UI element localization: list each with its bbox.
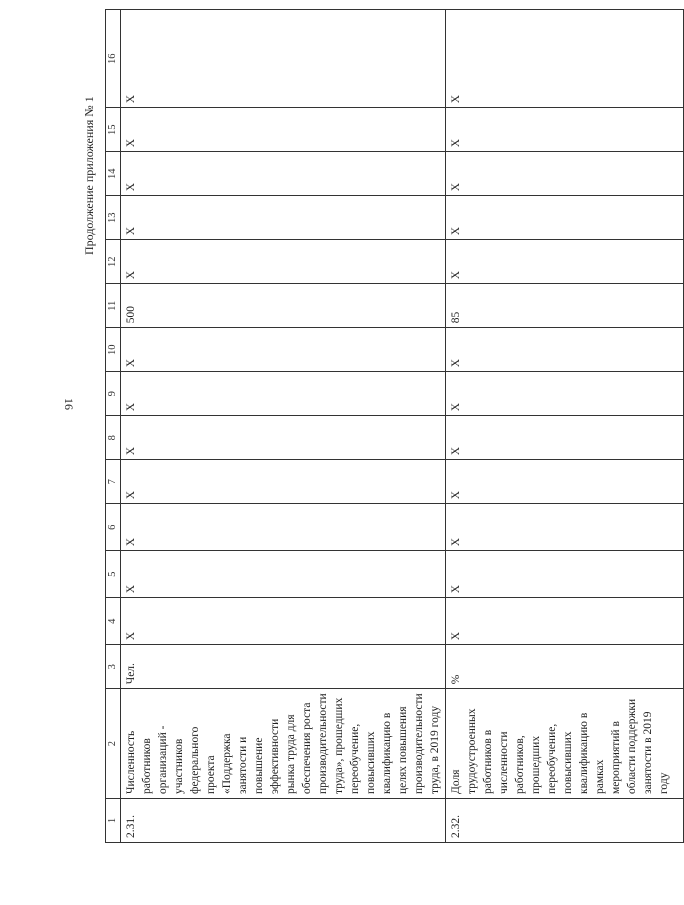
column-header: 16 (106, 10, 121, 108)
value-cell: X (121, 152, 446, 196)
column-header: 2 (106, 689, 121, 799)
unit-cell: Чел. (121, 645, 446, 689)
table-row (121, 10, 446, 843)
column-header: 3 (106, 645, 121, 689)
column-header: 15 (106, 108, 121, 152)
value-cell: X (446, 372, 684, 416)
value-cell: X (121, 10, 446, 108)
value-cell: X (121, 598, 446, 645)
column-header: 4 (106, 598, 121, 645)
page-number: 16 (62, 398, 76, 410)
row-number: 2.32. (446, 799, 684, 843)
value-cell: X (446, 460, 684, 504)
column-header: 12 (106, 240, 121, 284)
value-cell: 85 (446, 284, 684, 328)
header-row (106, 10, 121, 843)
column-header: 6 (106, 504, 121, 551)
column-header: 7 (106, 460, 121, 504)
value-cell: X (121, 504, 446, 551)
value-cell: X (121, 196, 446, 240)
column-header: 11 (106, 284, 121, 328)
value-cell: X (121, 240, 446, 284)
unit-cell: % (446, 645, 684, 689)
value-cell: X (121, 108, 446, 152)
column-header: 5 (106, 551, 121, 598)
column-header: 8 (106, 416, 121, 460)
column-header: 10 (106, 328, 121, 372)
indicator-table (105, 9, 684, 843)
value-cell: X (446, 551, 684, 598)
value-cell: X (446, 152, 684, 196)
column-header: 1 (106, 799, 121, 843)
column-header: 13 (106, 196, 121, 240)
value-cell: X (446, 328, 684, 372)
value-cell: X (446, 10, 684, 108)
value-cell: X (121, 372, 446, 416)
column-header: 9 (106, 372, 121, 416)
table-row (446, 10, 684, 843)
value-cell: X (121, 551, 446, 598)
indicator-name: Доля трудоустроенных работников в численности работников, прошедших переобучение, повысивших квалификацию в рамках мероприятий в области поддержки занятости в 2019 году (446, 689, 684, 799)
value-cell: X (446, 240, 684, 284)
row-number: 2.31. (121, 799, 446, 843)
value-cell: X (446, 196, 684, 240)
value-cell: 500 (121, 284, 446, 328)
value-cell: X (121, 416, 446, 460)
annex-caption: Продолжение приложения № 1 (82, 96, 96, 255)
value-cell: X (446, 598, 684, 645)
value-cell: X (446, 108, 684, 152)
value-cell: X (446, 504, 684, 551)
column-header: 14 (106, 152, 121, 196)
indicator-name: Численность работников организаций - участников федерального проекта «Поддержка занятости и повышение эффективности рынка труда для обеспечения роста производительности труда», прошедших переобучение, повысивших квалификацию в целях повышения производительности труда, в 2019 году (121, 689, 446, 799)
value-cell: X (446, 416, 684, 460)
value-cell: X (121, 328, 446, 372)
value-cell: X (121, 460, 446, 504)
